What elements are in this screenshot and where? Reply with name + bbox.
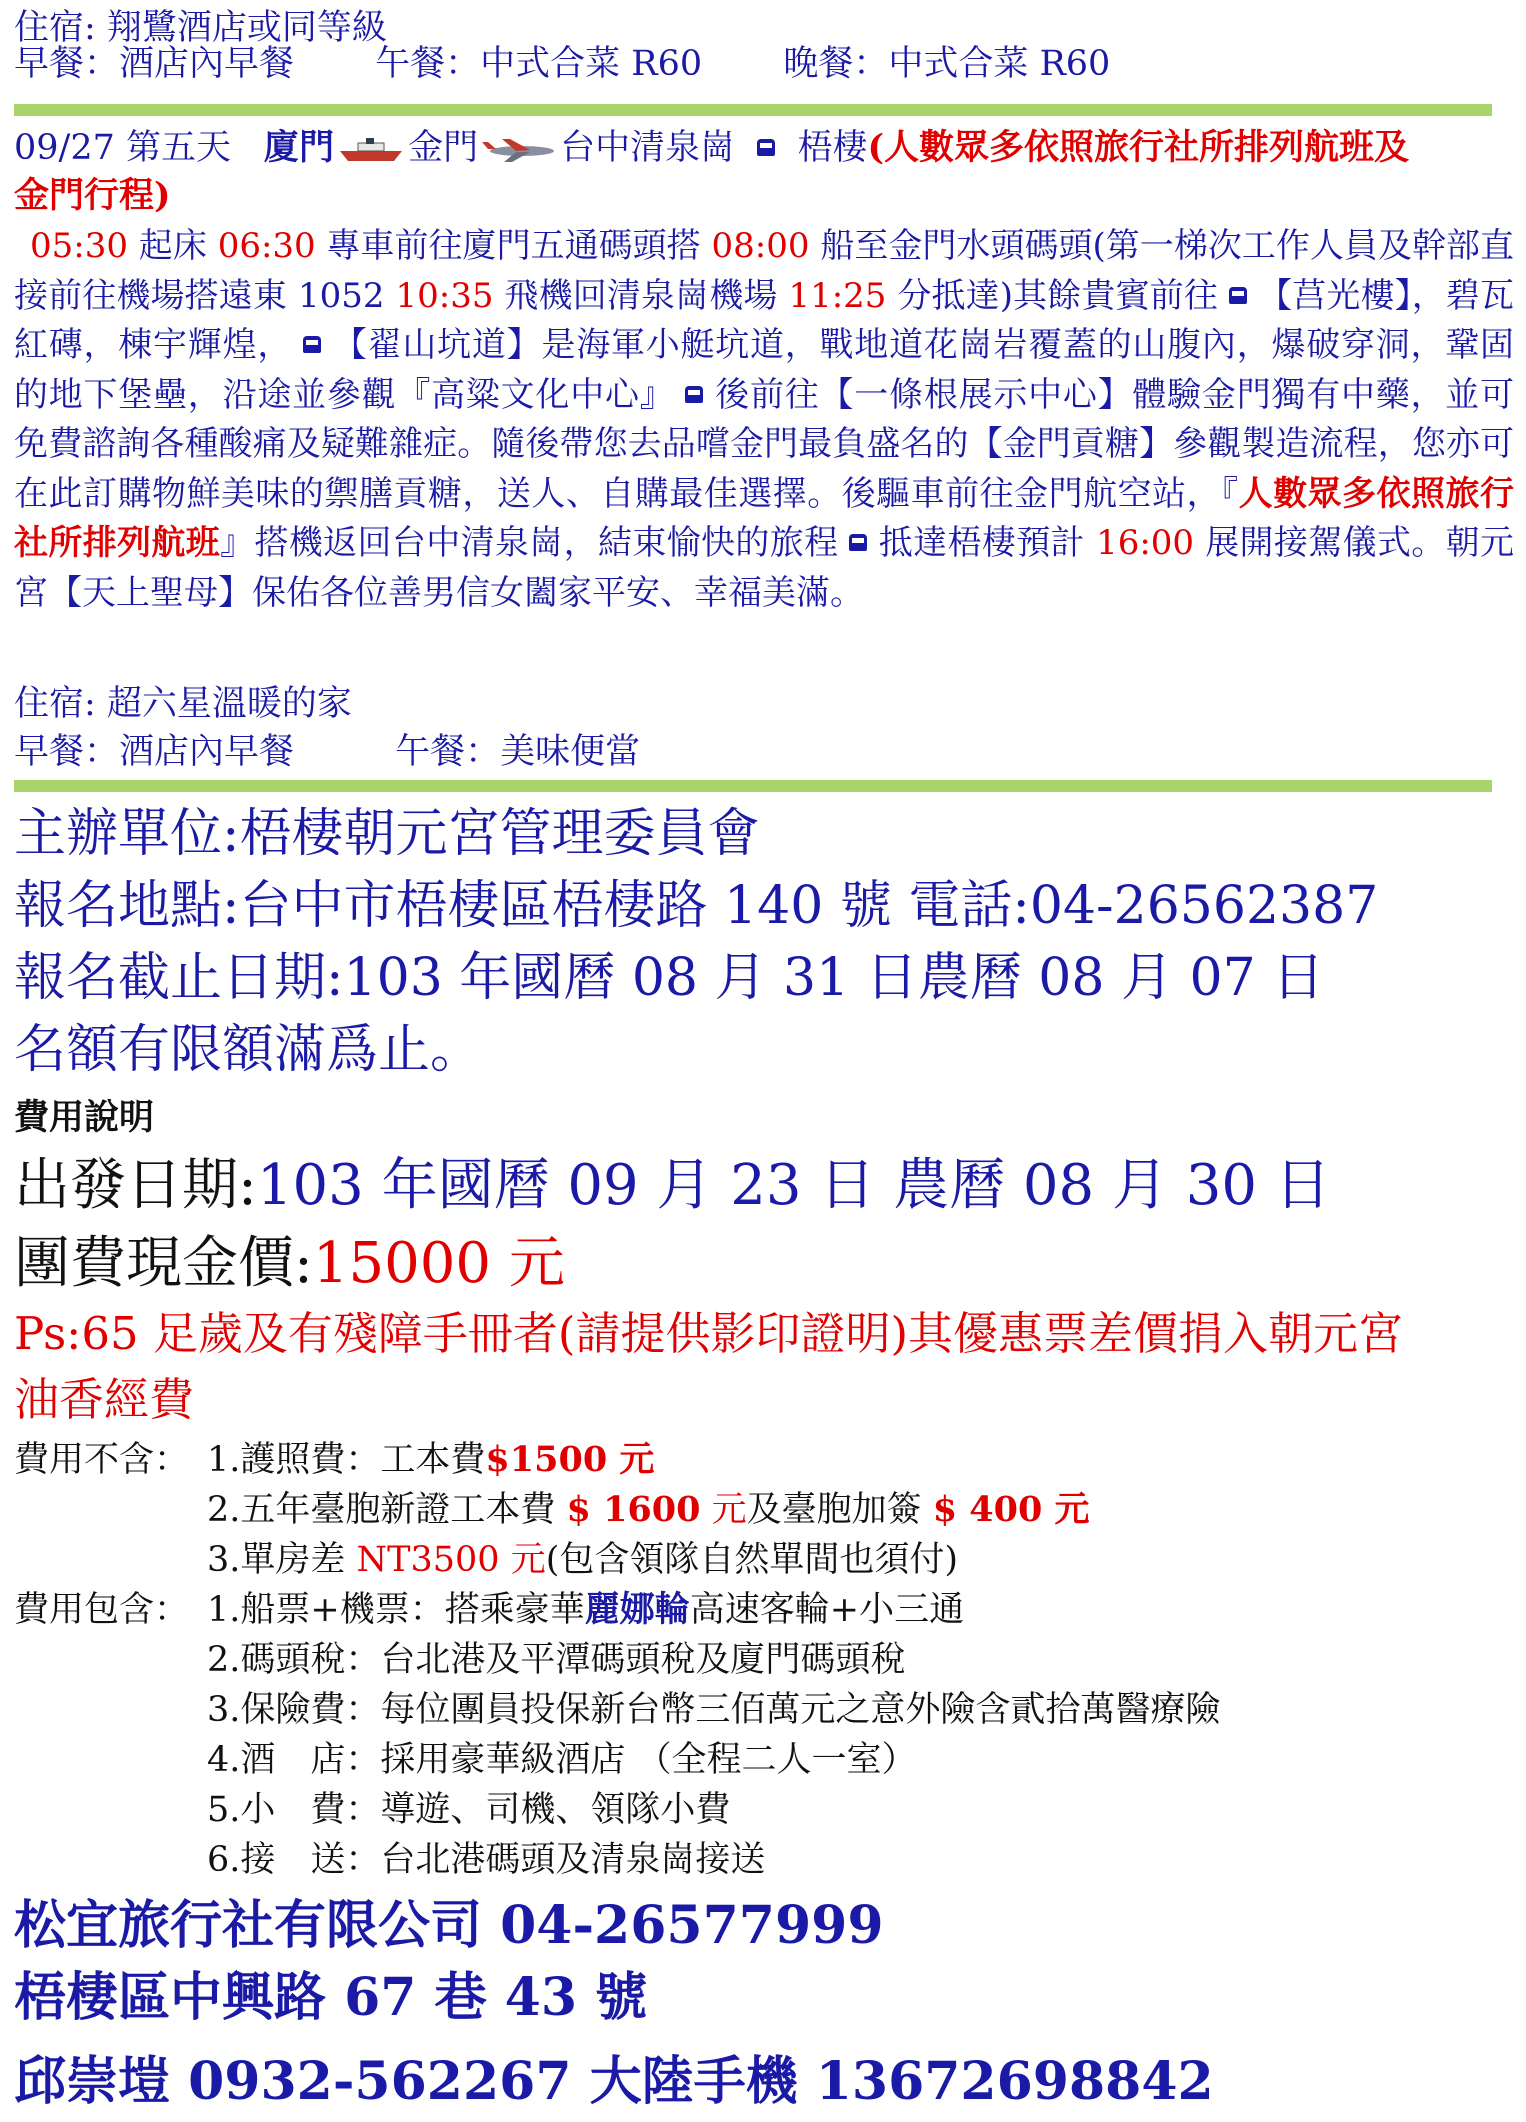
excluded-item: 3.單房差 NT3500 元(包含領隊自然單間也須付) <box>207 1540 959 1580</box>
itinerary-paragraph: 05:30 起床 06:30 專車前往廈門五通碼頭搭 08:00 船至金門水頭碼頭(第一梯次工作人員及幹部直接前往機場搭遠東 1052 10:35 飛機回清泉崗機場 11:25 分抵達)其餘貴賓前往 【莒光樓】，碧瓦紅磚，棟宇輝煌， 【翟山坑道】是海軍小艇坑道，戰地道花崗岩覆蓋的山腹內，爆破穿洞，鞏固的地下堡壘，沿途並參觀『高粱文化中心』 後前往【一條根展示中心】體驗金門獨有中藥，並可免費諮詢各種酸痛及疑難雜症。隨後帶您去品嚐金門最負盛名的【金門貢糖】參觀製造流程，您亦可在此訂購物鮮美味的禦膳貢糖，送人、自購最佳選擇。後驅車前往金門航空站，『人數眾多依照旅行社所排列航班』搭機返回台中清泉崗，結束愉快的旅程 抵達梧棲預計 16:00 展開接駕儀式。朝元宮【天上聖母】保佑各位善男信女闔家平安、幸福美滿。 <box>14 226 1515 613</box>
day5-lodging: 住宿: 超六星溫暖的家 <box>14 684 352 724</box>
signup-deadline: 報名截止日期:103 年國曆 08 月 31 日農曆 08 月 07 日 <box>14 948 1325 1008</box>
included-item: 1.船票+機票：搭乘豪華麗娜輪高速客輪+小三通 <box>207 1589 965 1630</box>
organizer: 主辦單位:梧棲朝元宮管理委員會 <box>14 804 760 864</box>
included-item: 3.保險費：每位團員投保新台幣三佰萬元之意外險含貳拾萬醫療險 <box>207 1690 1221 1730</box>
route-note-cont: 金門行程) <box>14 175 171 216</box>
departure-date: 出發日期:103 年國曆 09 月 23 日 農曆 08 月 30 日 <box>14 1153 1331 1218</box>
agency-contact: 邱崇塏 0932-562267 大陸手機 13672698842 <box>14 2051 1214 2112</box>
day5-meals <box>14 728 640 776</box>
meals-line <box>14 40 1110 88</box>
included-item: 4.酒 店：採用豪華級酒店 （全程二人一室） <box>207 1740 917 1780</box>
included-label: 費用包含： <box>14 1590 190 1630</box>
airplane-icon <box>480 137 558 163</box>
signup-place: 報名地點:台中市梧棲區梧棲路 140 號 電話:04-26562387 <box>14 876 1379 936</box>
quota-note: 名額有限額滿爲止。 <box>14 1020 483 1080</box>
day5-header <box>14 124 1409 172</box>
excluded-item: 1.護照費：工本費$1500 元 <box>207 1439 655 1480</box>
included-item: 2.碼頭稅：台北港及平潭碼頭稅及廈門碼頭稅 <box>207 1640 906 1680</box>
route-to: 台中清泉崗 <box>560 128 736 168</box>
lodging-line: 住宿: 翔鷺酒店或同等級 <box>14 8 387 48</box>
bus-icon <box>848 534 868 556</box>
bus-icon <box>302 336 322 358</box>
bus-icon <box>684 386 704 408</box>
route-note: (人數眾多依照旅行社所排列航班及 <box>867 127 1410 168</box>
excluded-label: 費用不含： <box>14 1440 190 1480</box>
ship-icon <box>336 137 406 163</box>
discount-note: Ps:65 足歲及有殘障手冊者(請提供影印證明)其優惠票差價捐入朝元宮 <box>14 1307 1404 1360</box>
tour-price: 團費現金價:15000 元 <box>14 1231 565 1296</box>
route-from: 廈門 <box>264 127 335 168</box>
dinner: 晚餐：中式合菜 R60 <box>783 44 1111 84</box>
route-mid: 金門 <box>408 128 479 168</box>
bus-icon <box>1228 287 1248 309</box>
excluded-item: 2.五年臺胞新證工本費 $ 1600 元及臺胞加簽 $ 400 元 <box>207 1489 1090 1530</box>
bus-icon <box>756 139 776 161</box>
included-item: 5.小 費：導遊、司機、領隊小費 <box>207 1790 731 1830</box>
lunch: 午餐：中式合菜 R60 <box>375 44 703 84</box>
discount-note-cont: 油香經費 <box>14 1373 195 1426</box>
agency-address: 梧棲區中興路 67 巷 43 號 <box>14 1967 648 2028</box>
section-divider <box>14 780 1492 792</box>
fees-heading: 費用說明 <box>14 1097 155 1138</box>
day5-date: 09/27 第五天 <box>14 128 231 168</box>
included-item: 6.接 送：台北港碼頭及清泉崗接送 <box>207 1840 766 1880</box>
route-end: 梧棲 <box>797 128 868 168</box>
breakfast: 早餐：酒店內早餐 <box>14 732 295 772</box>
lunch: 午餐：美味便當 <box>395 732 641 772</box>
breakfast: 早餐：酒店內早餐 <box>14 44 295 84</box>
agency-name: 松宜旅行社有限公司 04-26577999 <box>14 1895 884 1956</box>
section-divider <box>14 104 1492 116</box>
